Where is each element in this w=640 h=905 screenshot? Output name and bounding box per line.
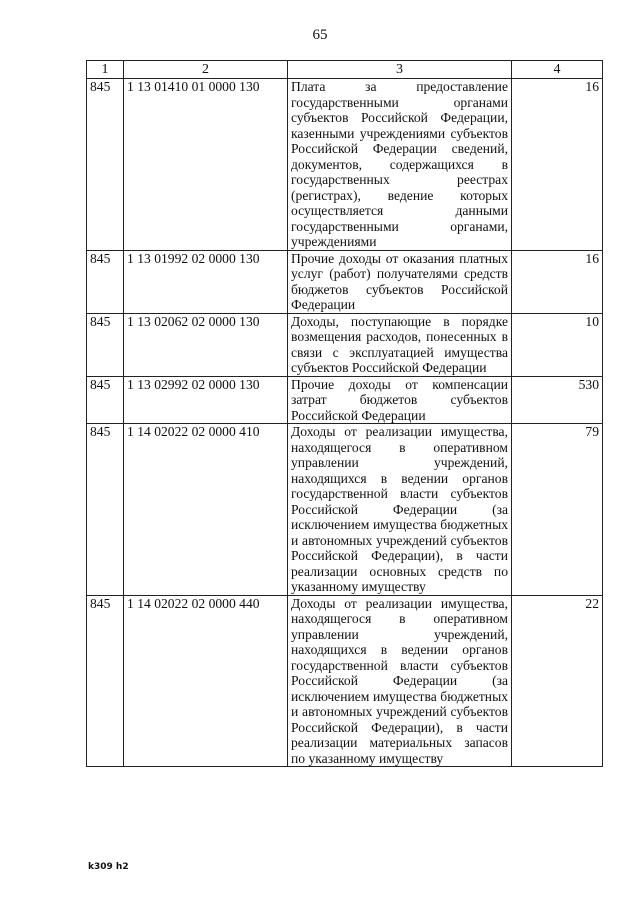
- admin-code-cell: 845: [87, 376, 124, 424]
- table-row: [87, 313, 603, 376]
- amount-cell: 16: [512, 250, 603, 313]
- revenue-code-cell: 1 13 01410 01 0000 130: [124, 79, 288, 251]
- table-row: [87, 424, 603, 596]
- column-header-4: 4: [512, 61, 603, 79]
- description-cell: Доходы, поступающие в порядке возмещения расходов, понесенных в связи с эксплуатацией имущества субъектов Российской Федерации: [288, 313, 512, 376]
- table-row: [87, 595, 603, 767]
- revenue-table: [86, 60, 603, 767]
- amount-cell: 16: [512, 79, 603, 251]
- amount-cell: 22: [512, 595, 603, 767]
- revenue-code-cell: 1 14 02022 02 0000 440: [124, 595, 288, 767]
- column-header-1: 1: [87, 61, 124, 79]
- admin-code-cell: 845: [87, 79, 124, 251]
- column-header-3: 3: [288, 61, 512, 79]
- page-number: 65: [312, 27, 328, 43]
- admin-code-cell: 845: [87, 595, 124, 767]
- amount-cell: 530: [512, 376, 603, 424]
- description-cell: Прочие доходы от оказания платных услуг (работ) получателями средств бюджетов субъектов Российской Федерации: [288, 250, 512, 313]
- revenue-code-cell: 1 13 02062 02 0000 130: [124, 313, 288, 376]
- admin-code-cell: 845: [87, 313, 124, 376]
- description-cell: Доходы от реализации имущества, находящегося в оперативном управлении учреждений, находящихся в ведении органов государственной власти субъектов Российской Федерации (за исключением имущества бюджетных и автономных учреждений субъектов Российской Федерации), в части реализации основных средств по указанному имуществу: [288, 424, 512, 596]
- column-header-2: 2: [124, 61, 288, 79]
- table-header-row: [87, 61, 603, 79]
- admin-code-cell: 845: [87, 424, 124, 596]
- admin-code-cell: 845: [87, 250, 124, 313]
- table-row: [87, 79, 603, 251]
- description-cell: Прочие доходы от компенсации затрат бюджетов субъектов Российской Федерации: [288, 376, 512, 424]
- document-footer-code: k309 h2: [88, 862, 129, 872]
- description-cell: Доходы от реализации имущества, находящегося в оперативном управлении учреждений, находящихся в ведении органов государственной власти субъектов Российской Федерации (за исключением имущества бюджетных и автономных учреждений субъектов Российской Федерации), в части реализации материальных запасов по указанному имуществу: [288, 595, 512, 767]
- table-row: [87, 250, 603, 313]
- amount-cell: 10: [512, 313, 603, 376]
- table-row: [87, 376, 603, 424]
- description-cell: Плата за предоставление государственными органами субъектов Российской Федерации, казенными учреждениями субъектов Российской Федерации сведений, документов, содержащихся в государственных реестрах (регистрах), ведение которых осуществляется данными государственными органами, учреждениями: [288, 79, 512, 251]
- revenue-code-cell: 1 14 02022 02 0000 410: [124, 424, 288, 596]
- amount-cell: 79: [512, 424, 603, 596]
- revenue-code-cell: 1 13 01992 02 0000 130: [124, 250, 288, 313]
- revenue-code-cell: 1 13 02992 02 0000 130: [124, 376, 288, 424]
